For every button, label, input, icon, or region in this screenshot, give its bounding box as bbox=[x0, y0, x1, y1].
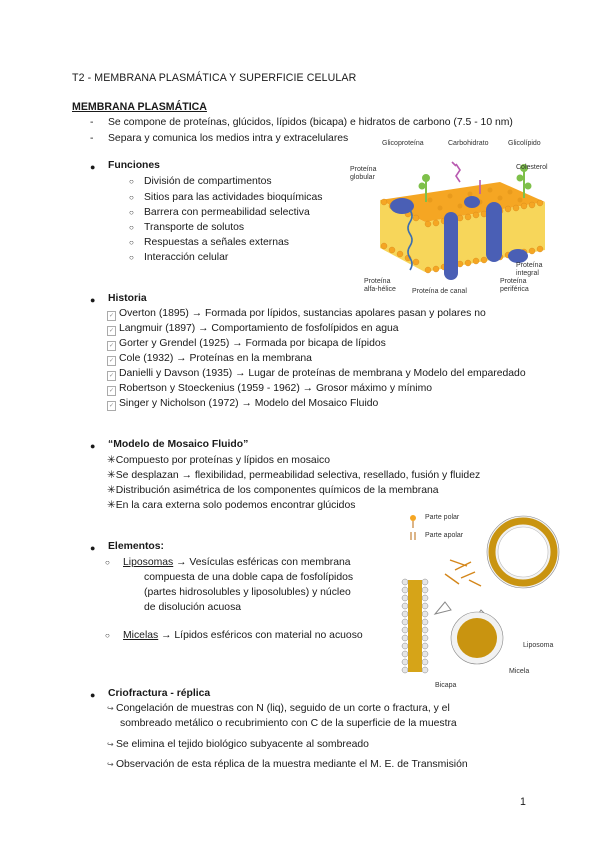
liposomas-line: (partes hidrosolubles y liposolubles) y núcleo bbox=[144, 587, 351, 598]
historia-item bbox=[107, 383, 432, 396]
criofractura-text: Se elimina el tejido biológico subyacente al sombreado bbox=[115, 739, 369, 750]
bullet-icon: ● bbox=[90, 543, 96, 553]
bullet-icon: ● bbox=[90, 690, 96, 700]
mosaico-item bbox=[107, 454, 330, 466]
section-title: MEMBRANA PLASMÁTICA bbox=[72, 101, 207, 113]
liposomas-def: → Vesículas esféricas con membrana bbox=[173, 557, 351, 568]
figure-label: Bicapa bbox=[435, 682, 457, 689]
circle-bullet-icon: ○ bbox=[105, 558, 110, 567]
criofractura-heading: Criofractura - réplica bbox=[108, 688, 211, 699]
criofractura-text: Observación de esta réplica de la muestra mediante el M. E. de Transmisión bbox=[115, 759, 468, 770]
figure-label: Colesterol bbox=[516, 164, 548, 171]
funciones-heading: Funciones bbox=[108, 160, 160, 171]
dash-marker: - bbox=[90, 133, 94, 144]
criofractura-text: Congelación de muestras con N (liq), seguido de un corte o fractura, y el bbox=[115, 703, 450, 714]
historia-item bbox=[107, 308, 486, 321]
intro-line: Se compone de proteínas, glúcidos, lípidos (bicapa) e hidratos de carbono (7.5 - 10 nm) bbox=[108, 117, 513, 128]
hook-arrow-icon: ↪ bbox=[107, 704, 116, 713]
figure-label: Parte apolar bbox=[425, 532, 464, 539]
criofractura-continuation: sombreado metálico o recubrimiento con C de la superficie de la muestra bbox=[120, 718, 457, 729]
document-title: T2 - MEMBRANA PLASMÁTICA Y SUPERFICIE CELULAR bbox=[72, 72, 357, 84]
historia-item bbox=[107, 353, 312, 366]
placeholder-glyph-icon: ✓ bbox=[108, 328, 115, 334]
hook-arrow-icon: ↪ bbox=[107, 760, 116, 769]
placeholder-glyph-icon: ✓ bbox=[108, 313, 115, 319]
asterisk-icon: ✳ bbox=[107, 500, 116, 511]
mosaico-heading: “Modelo de Mosaico Fluido” bbox=[108, 439, 249, 450]
circle-bullet-icon: ○ bbox=[129, 208, 134, 217]
historia-text: Gorter y Grendel (1925) → Formada por bicapa de lípidos bbox=[119, 338, 386, 349]
figure-label: Glicolípido bbox=[508, 140, 541, 147]
mosaico-item bbox=[107, 469, 480, 481]
mosaico-text: Compuesto por proteínas y lípidos en mosaico bbox=[115, 455, 330, 466]
asterisk-icon: ✳ bbox=[107, 485, 116, 496]
funcion-item: Respuestas a señales externas bbox=[144, 237, 289, 248]
historia-heading: Historia bbox=[108, 293, 147, 304]
circle-bullet-icon: ○ bbox=[129, 238, 134, 247]
circle-bullet-icon: ○ bbox=[129, 193, 134, 202]
funcion-item: Sitios para las actividades bioquímicas bbox=[144, 192, 323, 203]
historia-text: Danielli y Davson (1935) → Lugar de proteínas de membrana y Modelo del emparedado bbox=[119, 368, 526, 379]
placeholder-glyph-icon: ✓ bbox=[108, 403, 115, 409]
figure-label: Proteína globular bbox=[350, 166, 377, 181]
funcion-item: División de compartimentos bbox=[144, 176, 272, 187]
figure-label: Proteína integral bbox=[516, 262, 543, 277]
figure-label: Proteína periférica bbox=[500, 278, 529, 293]
intro-line: Separa y comunica los medios intra y extracelulares bbox=[108, 133, 349, 144]
liposomas-term: Liposomas bbox=[123, 557, 174, 568]
figure-label: Carbohidrato bbox=[448, 140, 489, 147]
micelas-def: → Lípidos esféricos con material no acuoso bbox=[158, 630, 363, 641]
placeholder-glyph-icon: ✓ bbox=[108, 388, 115, 394]
circle-bullet-icon: ○ bbox=[105, 631, 110, 640]
funcion-item: Interacción celular bbox=[144, 252, 229, 263]
figure-label: Parte polar bbox=[425, 514, 460, 521]
bullet-icon: ● bbox=[90, 162, 96, 172]
figure-label: Proteína alfa-hélice bbox=[364, 278, 396, 293]
historia-item bbox=[107, 323, 399, 336]
micelas-term: Micelas bbox=[123, 630, 159, 641]
historia-item bbox=[107, 338, 386, 351]
circle-bullet-icon: ○ bbox=[129, 177, 134, 186]
figure-label: Glicoproteína bbox=[382, 140, 424, 147]
mosaico-text: En la cara externa solo podemos encontrar glúcidos bbox=[115, 500, 356, 511]
lipid-illustration bbox=[395, 510, 560, 690]
criofractura-item bbox=[107, 739, 369, 750]
funcion-item: Transporte de solutos bbox=[144, 222, 245, 233]
hook-arrow-icon: ↪ bbox=[107, 740, 116, 749]
placeholder-glyph-icon: ✓ bbox=[108, 373, 115, 379]
historia-text: Singer y Nicholson (1972) → Modelo del Mosaico Fluido bbox=[119, 398, 379, 409]
historia-text: Cole (1932) → Proteínas en la membrana bbox=[119, 353, 312, 364]
historia-text: Overton (1895) → Formada por lípidos, sustancias apolares pasan y polares no bbox=[119, 308, 486, 319]
mosaico-text: Se desplazan → flexibilidad, permeabilidad selectiva, resellado, fusión y fluidez bbox=[115, 470, 481, 481]
figure-label: Micela bbox=[509, 668, 530, 675]
historia-item bbox=[107, 368, 526, 381]
mosaico-item bbox=[107, 484, 439, 496]
placeholder-glyph-icon: ✓ bbox=[108, 358, 115, 364]
criofractura-item bbox=[107, 759, 468, 770]
historia-text: Robertson y Stoeckenius (1959 - 1962) → Grosor máximo y mínimo bbox=[119, 383, 432, 394]
circle-bullet-icon: ○ bbox=[129, 253, 134, 262]
asterisk-icon: ✳ bbox=[107, 455, 116, 466]
bullet-icon: ● bbox=[90, 441, 96, 451]
mosaico-item bbox=[107, 499, 355, 511]
liposomas-line: compuesta de una doble capa de fosfolípidos bbox=[144, 572, 354, 583]
funcion-item: Barrera con permeabilidad selectiva bbox=[144, 207, 310, 218]
historia-item bbox=[107, 398, 378, 411]
elementos-heading: Elementos: bbox=[108, 541, 165, 552]
liposomas-line bbox=[123, 557, 351, 568]
membrane-diagram bbox=[340, 140, 550, 300]
liposomas-line: de disolución acuosa bbox=[144, 602, 242, 613]
criofractura-item bbox=[107, 703, 450, 714]
page-number: 1 bbox=[520, 796, 526, 808]
lipid-diagram bbox=[395, 510, 560, 690]
asterisk-icon: ✳ bbox=[107, 470, 116, 481]
figure-label: Liposoma bbox=[523, 642, 554, 649]
placeholder-glyph-icon: ✓ bbox=[108, 343, 115, 349]
circle-bullet-icon: ○ bbox=[129, 223, 134, 232]
micelas-line bbox=[123, 630, 363, 641]
historia-text: Langmuir (1897) → Comportamiento de fosfolípidos en agua bbox=[119, 323, 399, 334]
mosaico-text: Distribución asimétrica de los componentes químicos de la membrana bbox=[115, 485, 439, 496]
figure-label: Proteína de canal bbox=[412, 288, 467, 295]
dash-marker: - bbox=[90, 117, 94, 128]
bullet-icon: ● bbox=[90, 295, 96, 305]
